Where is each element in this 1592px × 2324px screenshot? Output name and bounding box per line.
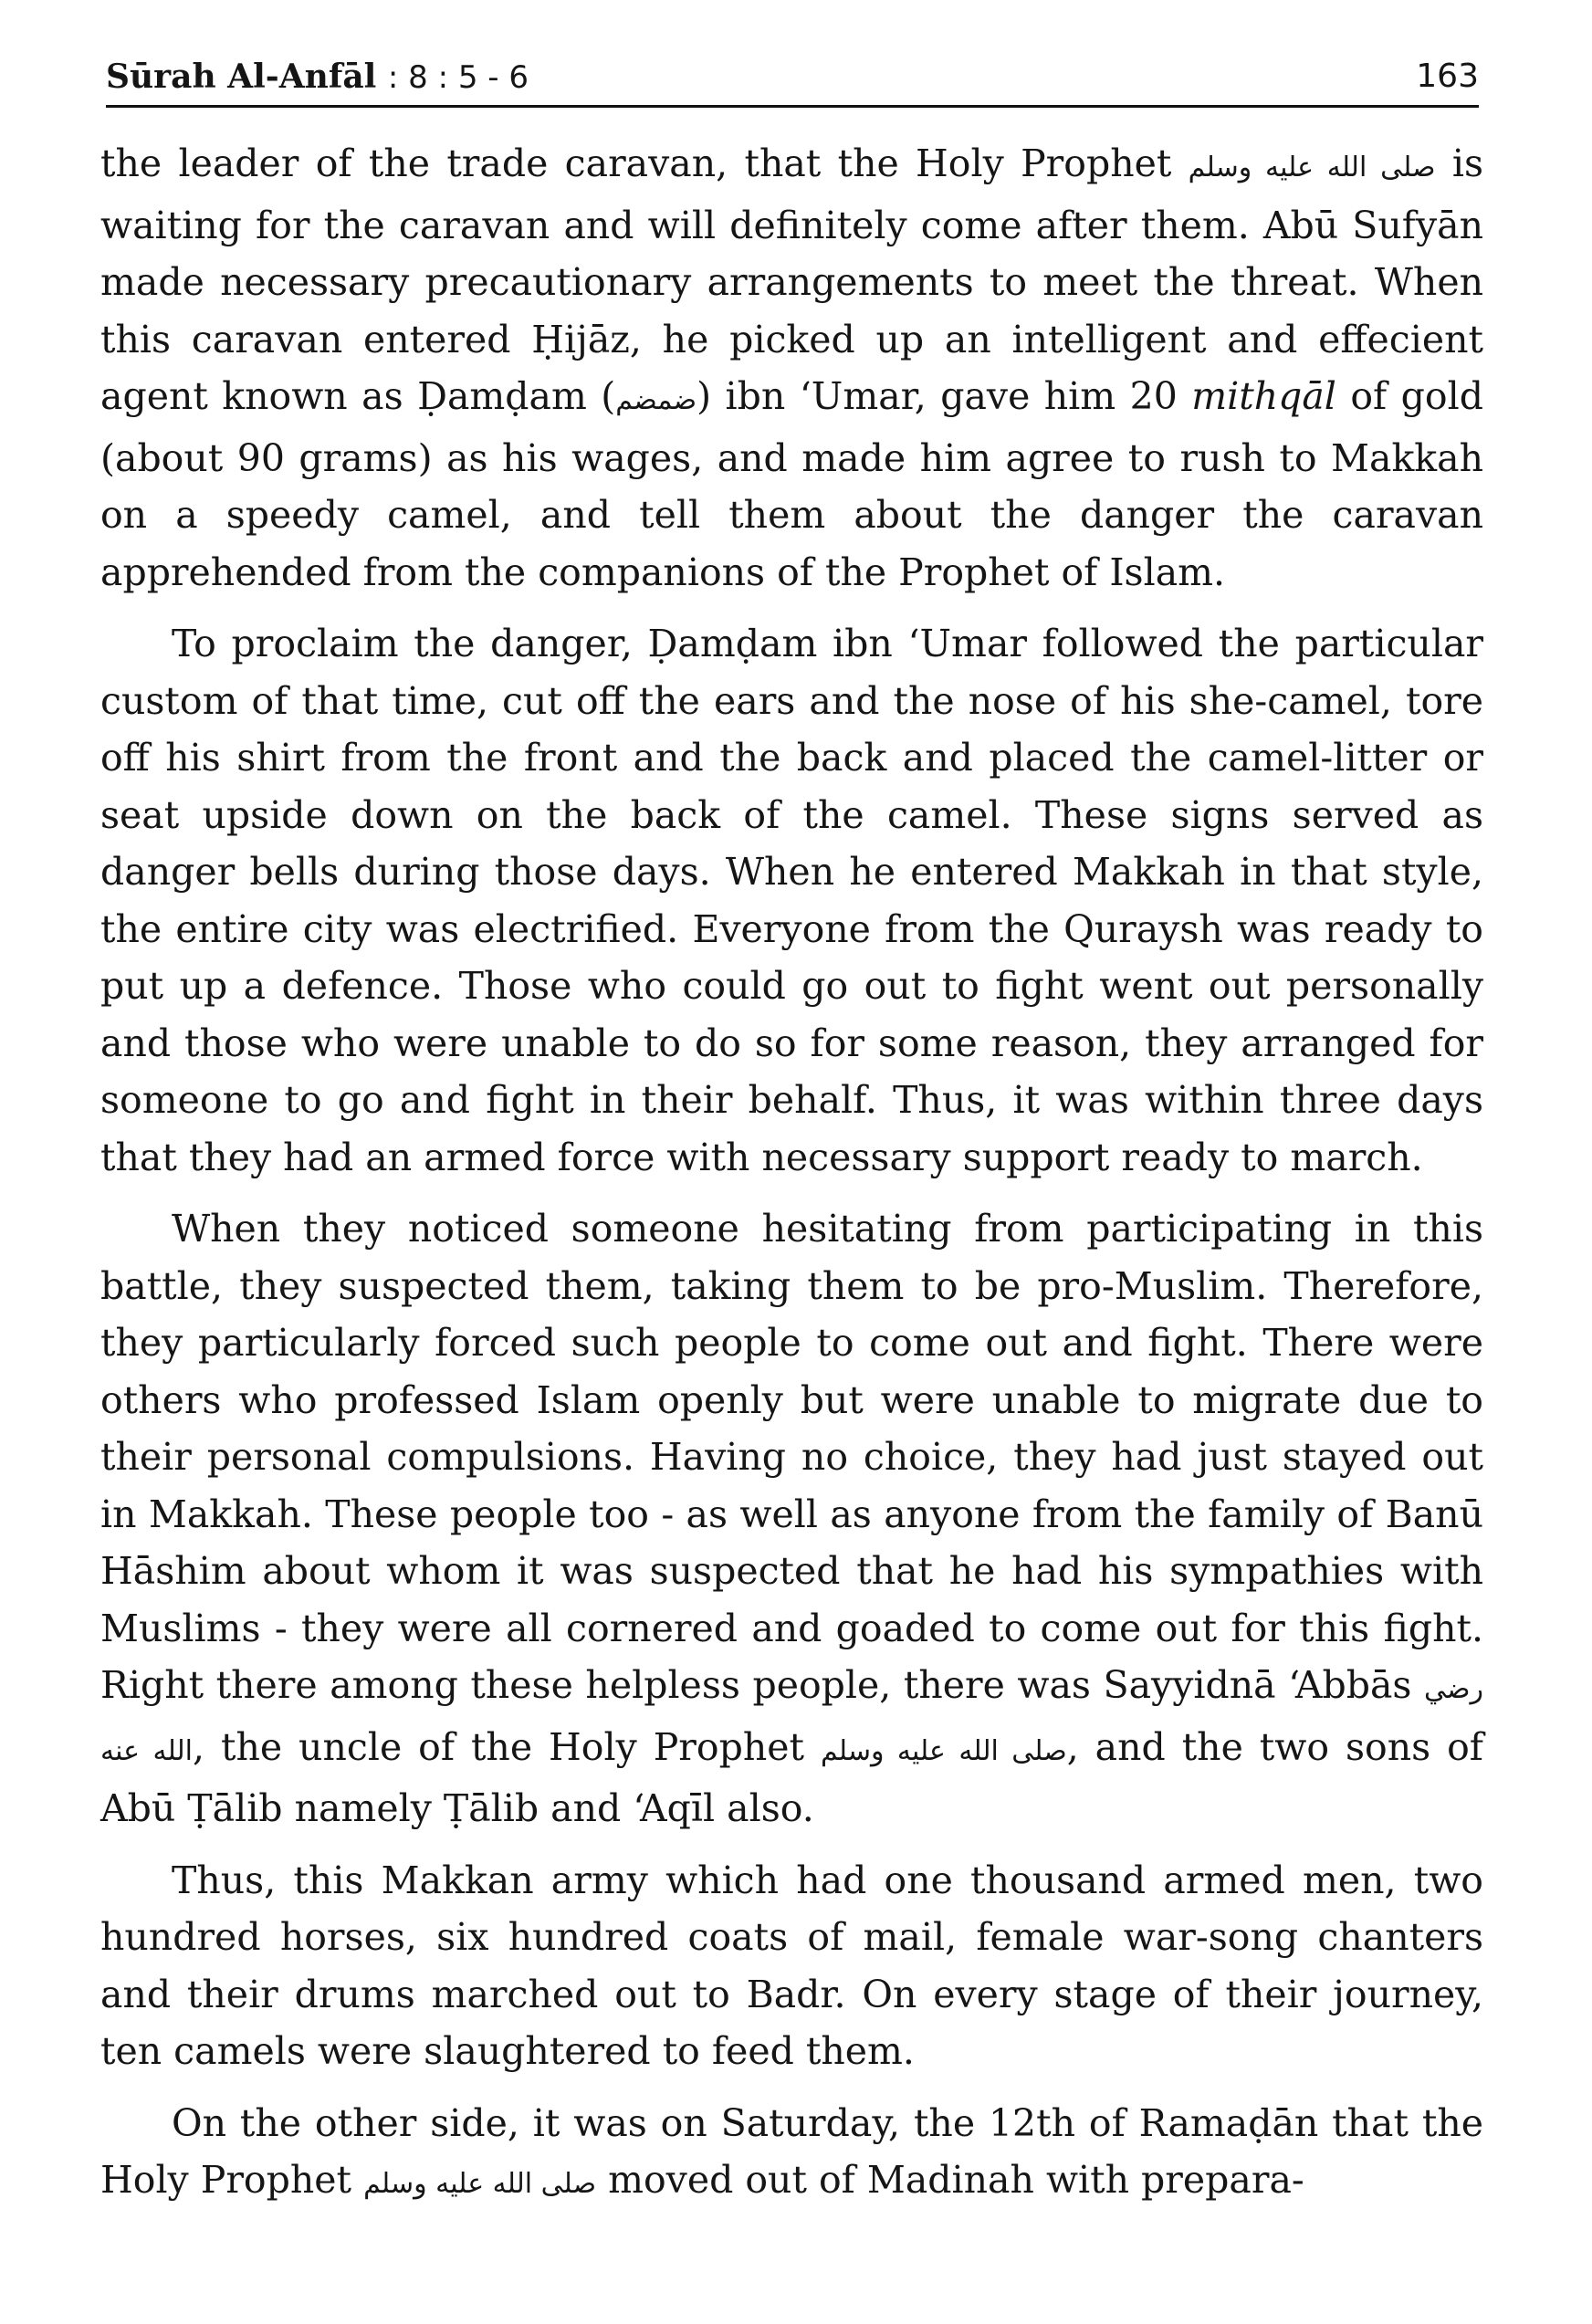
paragraph-4: Thus, this Makkan army which had one thousand armed men, two hundred horses, six hundred coats of mail, female war-song chanters and their drums marched out to Badr. On every stage of their journey, ten camels were slaughtered to feed them.: [100, 1858, 1483, 2073]
text-span: ) ibn ‘Umar, gave him 20: [696, 374, 1178, 418]
paragraph-1: [100, 135, 1483, 601]
text-span: , the uncle of the Holy Prophet: [192, 1724, 804, 1769]
paragraph-3: [100, 1200, 1483, 1837]
arabic-honorific: صلى الله عليه وسلم: [363, 2168, 597, 2200]
text-span: moved out of Madinah with prepara-: [608, 2158, 1304, 2202]
arabic-name: ضمضم: [615, 384, 697, 416]
header-divider: [106, 105, 1479, 108]
text-span: is waiting for the caravan and will definitely come after them. Abū Sufyān made necessary precautionary arrangements to meet the threat. When this caravan entered Ḥijāz, he picked up an intelligent and effecient agent known as Ḍamḍam (: [100, 141, 1483, 418]
text-span: When they noticed someone hesitating from participating in this battle, they suspected them, taking them to be pro-Muslim. Therefore, they particularly forced such people to come out and fight. There were others who professed Islam openly but were unable to migrate due to their personal compulsions. Having no choice, they had just stayed out in Makkah. These people too - as well as anyone from the family of Banū Hāshim about whom it was suspected that he had his sympathies with Muslims - they were all cornered and goaded to come out for this fight. Right there among these helpless people, there was Sayyidnā ‘Abbās: [100, 1207, 1483, 1707]
paragraph-5: [100, 2095, 1483, 2214]
chapter-heading: [106, 53, 529, 101]
text-span: , and the two sons of Abū Ṭālib namely Ṭālib and ‘Aqīl also.: [100, 1724, 1483, 1830]
verse-reference: : 8 : 5 - 6: [387, 59, 529, 96]
arabic-honorific: رضي الله عنه: [100, 1673, 1483, 1767]
body-text: [100, 135, 1483, 2228]
paragraph-2: To proclaim the danger, Ḍamḍam ibn ‘Umar followed the particular custom of that time, cut off the ears and the nose of his she-camel, tore off his shirt from the front and the back and placed the camel-litter or seat upside down on the back of the camel. These signs served as danger bells during those days. When he entered Makkah in that style, the entire city was electrified. Everyone from the Quraysh was ready to put up a defence. Those who could go out to fight went out personally and those who were unable to do so for some reason, they arranged for someone to go and fight in their behalf. Thus, it was within three days that they had an armed force with necessary support ready to march.: [100, 622, 1483, 1179]
text-span: the leader of the trade caravan, that the Holy Prophet: [100, 141, 1172, 185]
running-header: [106, 53, 1479, 110]
arabic-honorific: صلى الله عليه وسلم: [1188, 152, 1436, 183]
text-span: of gold (about 90 grams) as his wages, and made him agree to rush to Makkah on a speedy camel, and tell them about the danger the caravan apprehended from the companions of the Prophet of Islam.: [100, 374, 1483, 594]
surah-name: Sūrah Al-Anfāl: [106, 58, 377, 96]
italic-term: mithqāl: [1191, 374, 1336, 418]
text-span: On the other side, it was on Saturday, the 12th of Ramaḍān that the Holy Prophet: [100, 2100, 1483, 2202]
page-number: 163: [1416, 58, 1479, 95]
arabic-honorific: صلى الله عليه وسلم: [820, 1734, 1067, 1767]
